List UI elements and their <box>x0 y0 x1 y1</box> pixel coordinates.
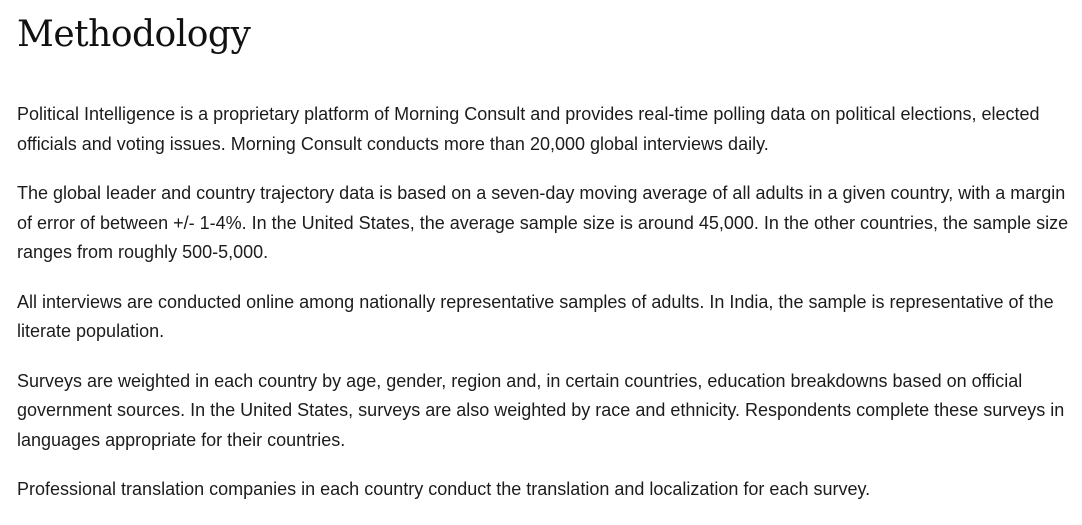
paragraph-translation: Professional translation companies in each country conduct the translation and localization for each survey. <box>17 479 871 499</box>
paragraph-trajectory-data: The global leader and country trajectory data is based on a seven-day moving average of all adults in a given country, with a margin of error of between +/- 1-4%. In the United States, the average sample size is around 45,000. In the other countries, the sample size ranges from roughly 500-5,000. <box>17 183 1069 262</box>
methodology-section <box>17 0 1072 525</box>
paragraph-political-intelligence: Political Intelligence is a proprietary platform of Morning Consult and provides real-time polling data on political elections, elected officials and voting issues. Morning Consult conducts more than 20,000 global interviews daily. <box>17 104 1040 154</box>
methodology-body <box>17 100 1072 505</box>
paragraph-online-interviews: All interviews are conducted online among nationally representative samples of adults. In India, the sample is representative of the literate population. <box>17 291 1054 341</box>
page-title: Methodology <box>17 14 251 55</box>
paragraph-weighting: Surveys are weighted in each country by age, gender, region and, in certain countries, education breakdowns based on official government sources. In the United States, surveys are also weighted by race and ethnicity. Respondents complete these surveys in languages appropriate for their countries. <box>17 370 1065 450</box>
